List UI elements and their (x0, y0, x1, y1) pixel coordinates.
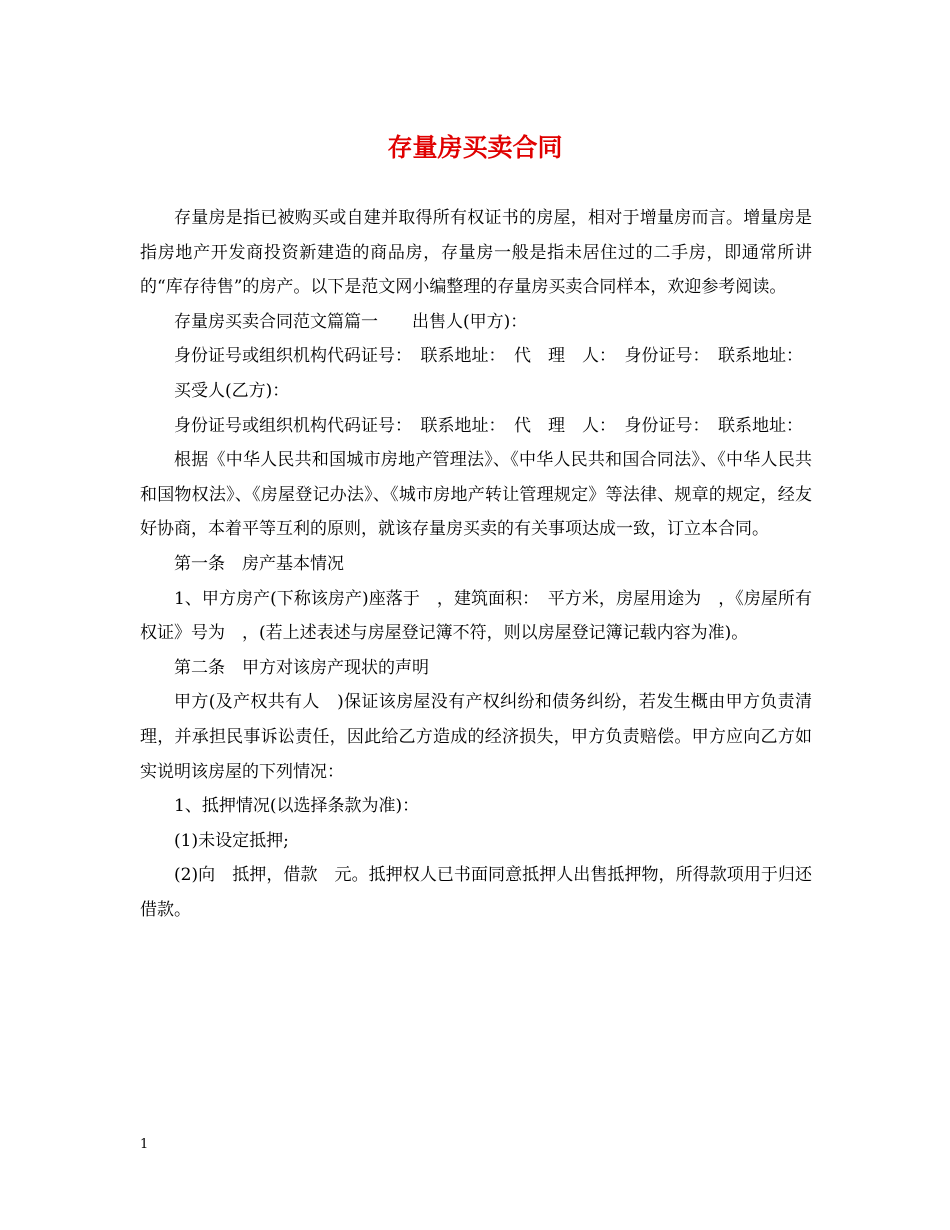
page-number: 1 (140, 1137, 149, 1152)
paragraph-article-two-heading: 第二条 甲方对该房产现状的声明 (174, 657, 429, 678)
paragraph-seller-heading: 存量房买卖合同范文篇篇一 出售人(甲方)： (174, 311, 528, 332)
paragraph-intro: 存量房是指已被购买或自建并取得所有权证书的房屋，相对于增量房而言。增量房是指房地产开发商投资新建造的商品房，存量房一般是指未居住过的二手房，即通常所讲的“库存待售”的房产。以下是范文网小编整理的存量房买卖合同样本，欢迎参考阅读。 (140, 208, 812, 298)
paragraph-buyer-details: 身份证号或组织机构代码证号： 联系地址： 代 理 人： 身份证号： 联系地址： (174, 415, 803, 436)
document-body (140, 201, 812, 927)
paragraph-mortgage-option-2: (2)向 抵押，借款 元。抵押权人已书面同意抵押人出售抵押物，所得款项用于归还借款。 (140, 865, 812, 920)
paragraph-mortgage-heading: 1、抵押情况(以选择条款为准)： (174, 796, 420, 817)
paragraph-mortgage-option-1: (1)未设定抵押; (174, 830, 289, 851)
paragraph-legal-basis: 根据《中华人民共和国城市房地产管理法》、《中华人民共和国合同法》、《中华人民共和国物权法》、《房屋登记办法》、《城市房地产转让管理规定》等法律、规章的规定，经友好协商，本着平等互利的原则，就该存量房买卖的有关事项达成一致，订立本合同。 (140, 450, 812, 540)
paragraph-seller-details: 身份证号或组织机构代码证号： 联系地址： 代 理 人： 身份证号： 联系地址： (174, 346, 803, 367)
paragraph-article-one-item-1: 1、甲方房产(下称该房产)座落于 ，建筑面积： 平方米，房屋用途为 ，《房屋所有权证》号为 ，(若上述表述与房屋登记簿不符，则以房屋登记簿记载内容为准)。 (140, 588, 812, 644)
document-title: 存量房买卖合同 (387, 133, 563, 162)
paragraph-seller-guarantee: 甲方(及产权共有人 )保证该房屋没有产权纠纷和债务纠纷，若发生概由甲方负责清理，并承担民事诉讼责任，因此给乙方造成的经济损失，甲方负责赔偿。甲方应向乙方如实说明该房屋的下列情况： (140, 692, 812, 782)
paragraph-article-one-heading: 第一条 房产基本情况 (174, 553, 344, 574)
paragraph-buyer-heading: 买受人(乙方)： (174, 380, 290, 401)
